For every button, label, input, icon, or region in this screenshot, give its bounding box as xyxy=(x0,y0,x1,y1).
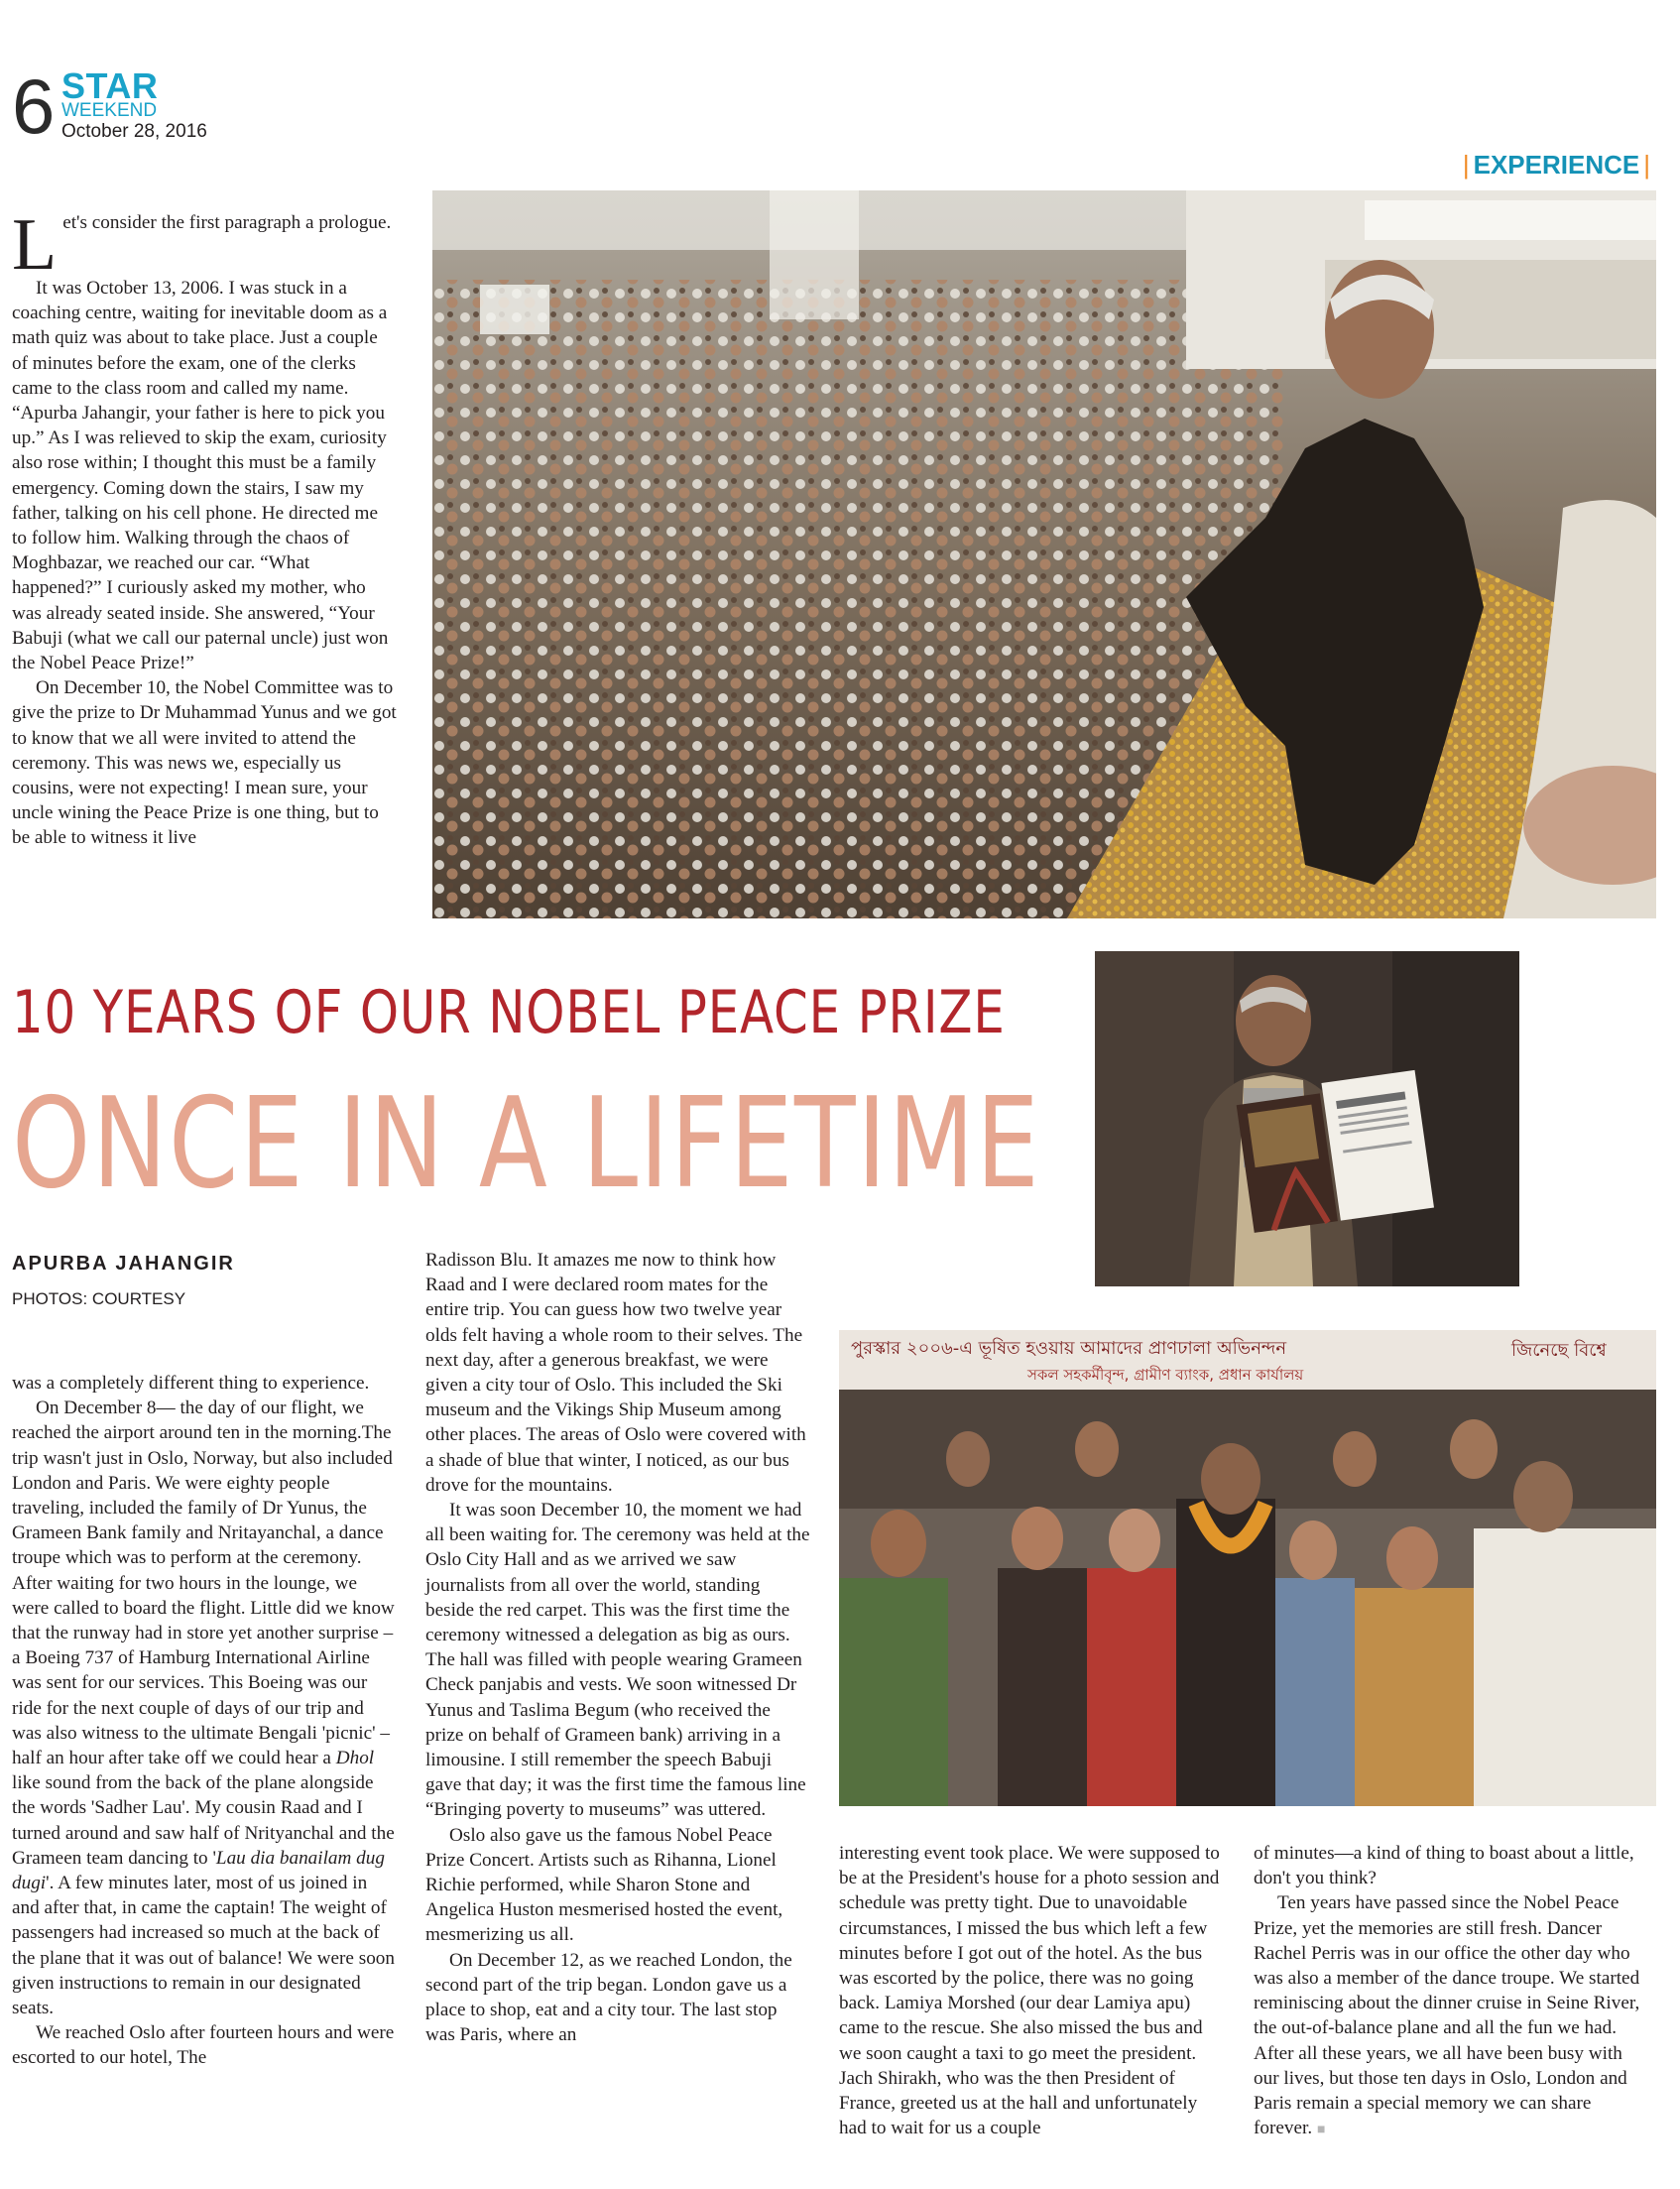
issue-date: October 28, 2016 xyxy=(61,121,207,142)
article-paragraph xyxy=(1254,1890,1646,2142)
banner-text: পুরস্কার ২০০৬-এ ভূষিত হওয়ায় আমাদের প্রাণঢালা অভিনন্দন xyxy=(851,1338,1287,1359)
italic-term: Lau dia banailam dug dugi xyxy=(12,1847,385,1894)
article-paragraph: interesting event took place. We were supposed to be at the President's house for a photo session and schedule was pretty tight. Due to unavoidable circumstances, I missed the bus which left a few minutes before I got out of the hotel. As the bus was escorted by the police, there was no going back. Lamiya Morshed (our dear Lamiya apu) came to the rescue. She also missed the bus and we soon caught a taxi to go meet the president. Jach Shirakh, who was the then President of France, greeted us at the hall and unfortunately had to wait for us a couple xyxy=(839,1843,1220,2139)
group-celebration-photo-graphic xyxy=(839,1330,1656,1806)
crowd-photo xyxy=(432,190,1656,918)
article-column-2 xyxy=(12,1371,397,2071)
intro-text: et's consider the first paragraph a prologue. xyxy=(62,212,392,233)
paragraph-text: On December 8— the day of our flight, we reached the airport around ten in the morning.The trip wasn't just in Oslo, Norway, but also included London and Paris. We were eighty people traveling, included the family of Dr Yunus, the Grameen Bank family and Nritayanchal, a dance troupe which was to perform at the ceremony. After waiting for two hours in the lounge, we were called to board the flight. Little did we know that the runway had in store yet another surprise – a Boeing 737 of Hamburg International Airline was sent for our services. This Boeing was our ride for the next couple of days of our trip and was also witness to the ultimate Bengali 'picnic' – half an hour after take off we could hear a xyxy=(12,1398,395,1769)
section-label: EXPERIENCE xyxy=(1473,150,1640,180)
intro-paragraph xyxy=(12,204,397,286)
italic-term: Dhol xyxy=(335,1748,375,1769)
crowd-photo-graphic xyxy=(432,190,1656,918)
nobel-diploma-photo xyxy=(1095,951,1519,1286)
section-bar-right: | xyxy=(1643,150,1650,180)
article-paragraph: It was October 13, 2006. I was stuck in a coaching centre, waiting for inevitable doom as a math quiz was about to take place. Just a couple of minutes before the exam, one of the clerks came to the class room and called my name. “Apurba Jahangir, your father is here to pick you up.” As I was relieved to skip the exam, curiosity also rose within; I thought this must be a family emergency. Coming down the stairs, I saw my father, talking on his cell phone. He directed me to follow him. Walking through the chaos of Moghbazar, we reached our car. “What happened?” I curiously asked my mother, who was already seated inside. She answered, “Your Babuji (what we call our paternal uncle) just won the Nobel Peace Prize!” xyxy=(12,278,389,674)
article-column-4 xyxy=(839,1841,1224,2140)
nobel-diploma-photo-graphic xyxy=(1095,951,1519,1286)
section-tag xyxy=(1459,150,1654,180)
article-headline: ONCE IN A LIFETIME xyxy=(12,1070,1041,1216)
article-paragraph: was a completely different thing to experience. xyxy=(12,1373,370,1394)
article-paragraph: On December 12, as we reached London, the second part of the trip began. London gave us a place to shop, eat and a city tour. The last stop was Paris, where an xyxy=(425,1949,792,2046)
masthead-sub-brand: WEEKEND xyxy=(61,100,158,121)
article-paragraph: It was soon December 10, the moment we had all been waiting for. The ceremony was held at the Oslo City Hall and as we arrived we saw journalists from all over the world, standing beside the red carpet. This was the first time the ceremony witnessed a delegation as big as ours. The hall was filled with people wearing Grameen Check panjabis and vests. We soon witnessed Dr Yunus and Taslima Begum (who received the prize on behalf of Grameen bank) arriving in a limousine. I still remember the speech Babuji gave that day; it was the first time the famous line “Bringing poverty to museums” was uttered. xyxy=(425,1500,810,1821)
article-column-3 xyxy=(425,1248,810,2048)
article-paragraph: We reached Oslo after fourteen hours and were escorted to our hotel, The xyxy=(12,2022,395,2069)
drop-cap: L xyxy=(12,204,58,286)
article-paragraph xyxy=(12,1396,397,2020)
article-paragraph: Radisson Blu. It amazes me now to think how Raad and I were declared room mates for the entire trip. You can guess how two twelve year olds felt having a whole room to their selves. The next day, after a generous breakfast, we were given a city tour of Oslo. This included the Ski museum and the Vikings Ship Museum among other places. The areas of Oslo were covered with a shade of blue that winter, I noticed, as our bus drove for the mountains. xyxy=(425,1250,806,1496)
banner-subtext: সকল সহকর্মীবৃন্দ, গ্রামীণ ব্যাংক, প্রধান কার্যালয় xyxy=(1027,1366,1304,1384)
article-column-1 xyxy=(12,204,397,851)
article-paragraph: of minutes—a kind of thing to boast about a little, don't you think? xyxy=(1254,1843,1634,1889)
article-paragraph: Oslo also gave us the famous Nobel Peace Prize Concert. Artists such as Rihanna, Lionel Richie performed, while Sharon Stone and Angelica Huston mesmerised hosted the event, mesmerizing us all. xyxy=(425,1824,783,1946)
photo-credit: PHOTOS: COURTESY xyxy=(12,1289,186,1308)
group-celebration-photo xyxy=(839,1330,1656,1806)
section-bar-left: | xyxy=(1462,150,1470,180)
article-kicker: 10 YEARS OF OUR NOBEL PEACE PRIZE xyxy=(12,978,1006,1047)
page-number: 6 xyxy=(12,62,56,150)
paragraph-text: Ten years have passed since the Nobel Peace Prize, yet the memories are still fresh. Dancer Rachel Perris was in our office the other day who was also a member of the dance troupe. We started reminiscing about the dinner cruise in Seine River, the out-of-balance plane and all the fun we had. After all these years, we all have been busy with our lives, but those ten days in Oslo, London and Paris remain a special memory we can share forever. xyxy=(1254,1892,1640,2139)
paragraph-text: '. A few minutes later, most of us joined in and after that, in came the captain! The weight of passengers had increased so much at the back of the plane that it was out of balance! We were soon given instructions to remain in our designated seats. xyxy=(12,1873,395,2019)
masthead-brand: STAR xyxy=(61,65,159,106)
paragraph-text: like sound from the back of the plane alongside the words 'Sadher Lau'. My cousin Raad and I turned around and saw half of Nrityanchal and the Grameen team dancing to ' xyxy=(12,1772,395,1869)
byline: APURBA JAHANGIR xyxy=(12,1253,235,1275)
article-column-5 xyxy=(1254,1841,1646,2142)
banner-right-text: জিনেছে বিশ্বে xyxy=(1511,1340,1607,1361)
article-paragraph: On December 10, the Nobel Committee was to give the prize to Dr Muhammad Yunus and we got to know that we all were invited to attend the ceremony. This was news we, especially us cousins, were not expecting! I mean sure, your uncle wining the Peace Prize is one thing, but to be able to witness it live xyxy=(12,677,397,849)
end-mark: ■ xyxy=(1316,2123,1326,2138)
